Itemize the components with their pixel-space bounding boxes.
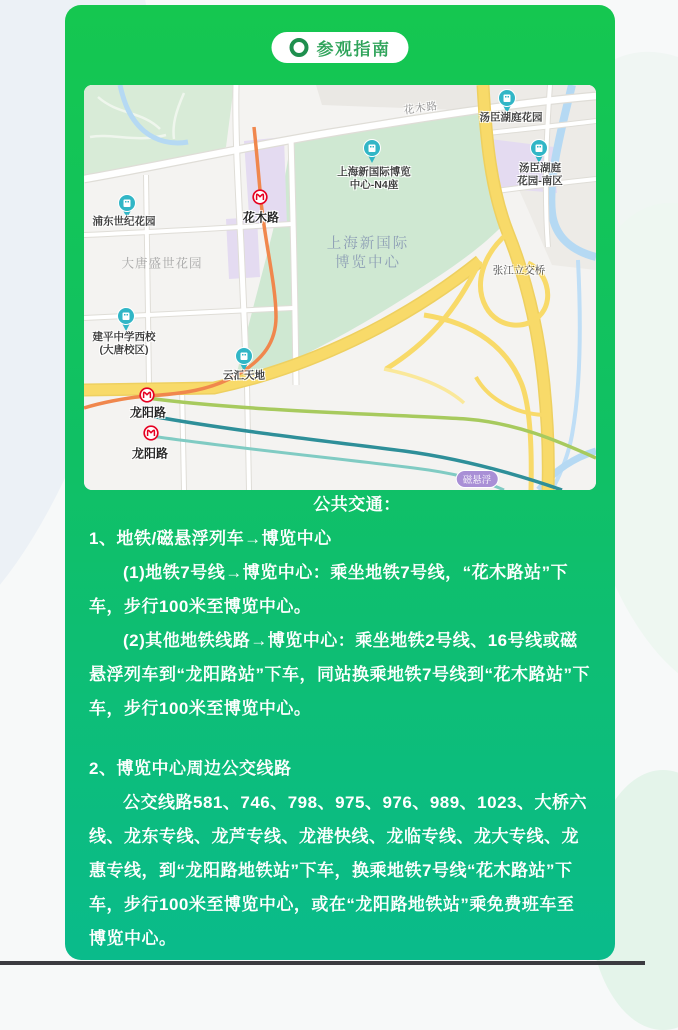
map-label-expo-center: 上海新国际 博览中心 <box>326 236 410 271</box>
map-station-huamu: 花木路 <box>242 210 280 225</box>
map-label-zhangjiang-interchange: 张江立交桥 <box>492 264 546 277</box>
map-station-longyang-metro: 龙阳路 <box>129 405 167 420</box>
map-maglev-badge: 磁悬浮 <box>456 470 499 488</box>
poi-pin-icon <box>116 306 136 332</box>
map-label-datang-garden: 大唐盛世花园 <box>121 256 203 271</box>
item1-heading: 1、地铁/磁悬浮列车→博览中心 <box>89 529 332 548</box>
map-label-tangchen-south: 汤臣湖庭 花园-南区 <box>517 162 563 187</box>
poi-pin-icon <box>362 138 382 164</box>
metro-logo-icon <box>252 189 268 205</box>
section-badge <box>272 32 409 63</box>
map-road-label-huamu: 花木路 <box>403 100 439 117</box>
item2-paragraph-1: 公交线路581、746、798、975、976、989、1023、大桥六线、龙东专线、龙芦专线、龙港快线、龙临专线、龙大专线、龙惠专线，到“龙阳路地铁站”下车，换乘地铁7号线“花木路站”下车，步行100米至博览中心，或在“龙阳路地铁站”乘免费班车至博览中心。 <box>89 793 588 948</box>
item2-heading: 2、博览中心周边公交线路 <box>89 759 292 778</box>
transit-map[interactable] <box>84 85 596 490</box>
metro-logo-icon <box>143 425 159 441</box>
map-label-pudong-century-garden: 浦东世纪花园 <box>92 215 156 228</box>
poi-pin-icon <box>497 88 517 114</box>
guide-card <box>65 5 615 960</box>
ring-icon <box>290 38 309 57</box>
map-label-expo-n4: 上海新国际博览 中心-N4座 <box>337 166 411 191</box>
item1-paragraph-1: (1)地铁7号线→博览中心：乘坐地铁7号线，“花木路站”下车，步行100米至博览中心。 <box>89 563 569 616</box>
section-title: 公共交通： <box>313 495 401 514</box>
section-badge-title: 参观指南 <box>316 40 391 59</box>
map-station-longyang-maglev: 龙阳路 <box>131 446 169 461</box>
map-label-tangchen-garden: 汤臣湖庭花园 <box>479 111 543 124</box>
poi-pin-icon <box>529 138 549 164</box>
map-label-yunhui-tiandi: 云汇天地 <box>223 369 265 382</box>
next-section-edge <box>0 961 645 965</box>
poi-pin-icon <box>234 346 254 372</box>
map-label-jianping-school: 建平中学西校 (大唐校区) <box>92 331 156 356</box>
map-canvas <box>84 85 596 490</box>
article-text <box>65 488 615 956</box>
item1-paragraph-2: (2)其他地铁线路→博览中心：乘坐地铁2号线、16号线或磁悬浮列车到“龙阳路站”下车，同站换乘地铁7号线到“花木路站”下车，步行100米至博览中心。 <box>89 631 590 718</box>
metro-logo-icon <box>139 387 155 403</box>
